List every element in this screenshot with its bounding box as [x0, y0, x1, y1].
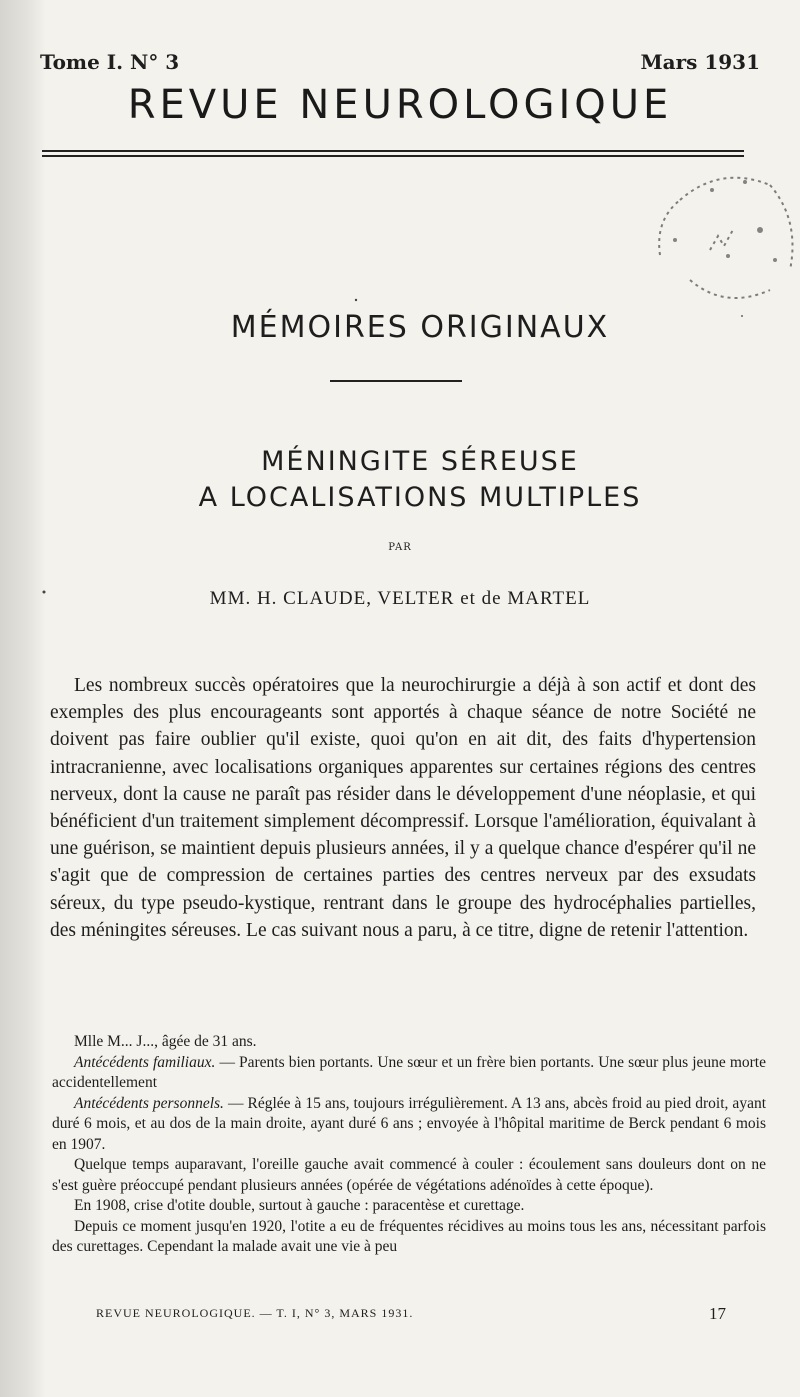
tome-number: Tome I. N° 3	[40, 50, 180, 74]
familial-history	[52, 1053, 766, 1094]
header-rule-bottom	[42, 155, 744, 157]
case-paragraph-5: Depuis ce moment jusqu'en 1920, l'otite a eu de fréquentes récidives au moins tous les ans, nécessitant parfois des curettages. Cependant la malade avait une vie à peu	[52, 1217, 766, 1255]
personal-history-label: Antécédents personnels.	[74, 1094, 224, 1112]
issue-date: Mars 1931	[640, 50, 760, 74]
case-paragraph-4: En 1908, crise d'otite double, surtout à gauche : paracentèse et curettage.	[74, 1197, 525, 1214]
article-title-line-1: MÉNINGITE SÉREUSE	[261, 446, 579, 477]
introduction-paragraph: Les nombreux succès opératoires que la neurochirurgie a déjà à son actif et dont des exemples des plus encourageants sont apportés à chaque séance de notre Société ne doivent pas faire oublier qu'il existe, quoi qu'on en ait dit, des faits d'hypertension intracranienne, avec localisations organiques apparentes sur certaines régions des centres nerveux, dont la cause ne paraît pas résider dans le développement d'une néoplasie, et qui bénéficient d'un traitement simplement décompressif. Lorsque l'amélioration, équivalant à une guérison, se maintient depuis plusieurs années, il y a quelque chance d'espérer qu'il ne s'agit que de compression de certaines parties des centres nerveux par des exsudats séreux, du type pseudo-kystique, rentrant dans le groupe des hydrocéphalies partielles, des méningites séreuses. Le cas suivant nous a paru, à ce titre, digne de retenir l'attention.	[50, 675, 756, 941]
by-line-par: PAR	[388, 542, 412, 553]
page-number: 17	[709, 1304, 726, 1323]
familial-history-label: Antécédents familiaux.	[74, 1053, 216, 1071]
section-title: MÉMOIRES ORIGINAUX	[230, 310, 610, 345]
header-rule-top	[42, 150, 744, 152]
library-stamp	[650, 160, 800, 330]
case-paragraph-3: Quelque temps auparavant, l'oreille gauche avait commencé à couler : écoulement sans douleurs dont on ne s'est guère préoccupé pendant plusieurs années (opérée de végétations adénoïdes à cette époque).	[52, 1156, 766, 1194]
article-title-line-2: A LOCALISATIONS MULTIPLES	[198, 482, 642, 513]
authors: MM. H. CLAUDE, VELTER et de MARTEL	[209, 588, 591, 609]
issue-header	[40, 50, 760, 80]
page-footer	[96, 1304, 726, 1328]
section-divider	[330, 380, 462, 382]
personal-history	[52, 1094, 766, 1156]
running-head: REVUE NEUROLOGIQUE. — T. I, N° 3, MARS 1931.	[96, 1306, 414, 1320]
journal-title: REVUE NEUROLOGIQUE	[127, 82, 673, 128]
familial-history-text: — Parents bien portants. Une sœur et un frère bien portants. Une sœur plus jeune morte accidentellement	[52, 1053, 766, 1091]
case-report	[52, 1032, 766, 1258]
patient-line: Mlle M... J..., âgée de 31 ans.	[74, 1033, 257, 1050]
personal-history-text: — Réglée à 15 ans, toujours irrégulièrement. A 13 ans, abcès froid au pied droit, ayant duré 6 mois, et au dos de la main droite, ayant duré 6 ans ; envoyée à l'hôpital maritime de Berck pendant 6 mois en 1907.	[52, 1094, 766, 1153]
